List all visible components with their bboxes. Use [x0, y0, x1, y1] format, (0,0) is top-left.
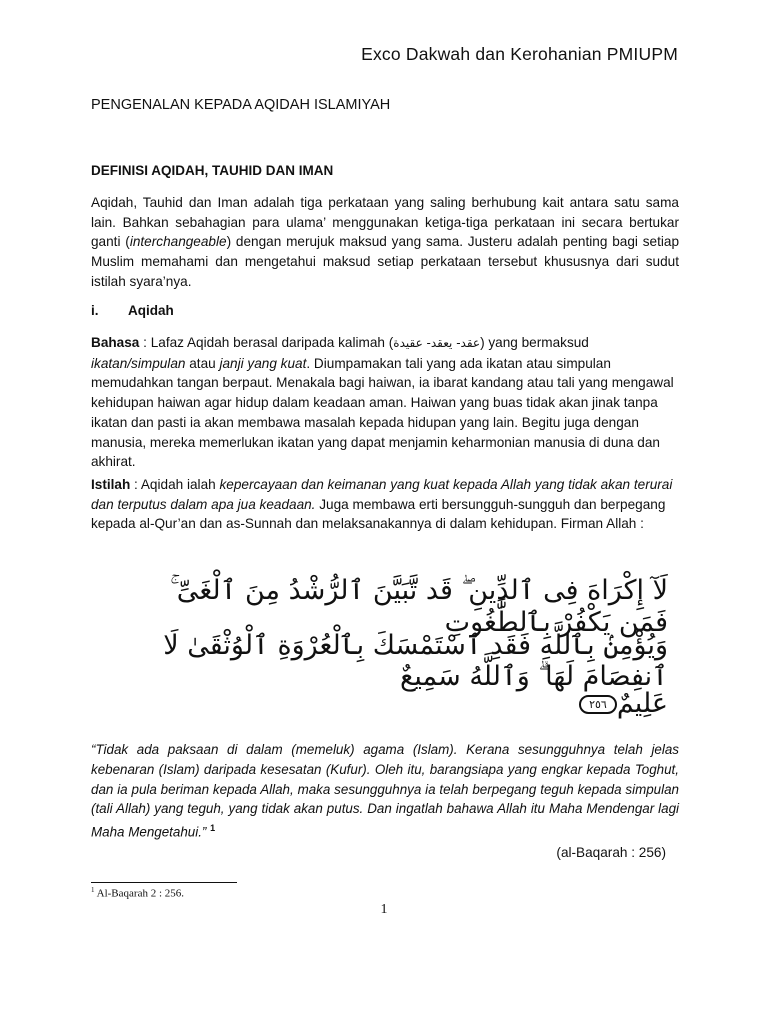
quran-verse-line-1: لَآ إِكْرَاهَ فِى ٱلدِّينِ ۖ قَد تَّبَيَّنَ ٱلرُّشْدُ مِنَ ٱلْغَىِّ ۚ فَمَن يَكْفُرْ بِٱلطَّٰغُوتِ [170, 575, 668, 638]
footnote [91, 886, 184, 900]
footnote-divider [91, 882, 237, 883]
bahasa-paragraph [91, 333, 679, 472]
footnote-marker: 1 [210, 823, 216, 834]
istilah-italic: kepercayaan dan keimanan yang kuat kepada Allah yang tidak akan terurai dan terputus dalam apa jua keadaan. [91, 477, 673, 512]
bahasa-text-a: : Lafaz Aqidah berasal daripada kalimah ( [139, 335, 394, 350]
page-number: 1 [380, 902, 388, 917]
bahasa-label: Bahasa [91, 335, 140, 350]
list-item-number: i. [91, 303, 99, 318]
intro-text-b: ) dengan merujuk maksud yang sama. Justeru adalah penting bagi setiap Muslim memahami dan mengetahui maksud setiap perkataan tersebut khususnya dari sudut istilah syara’nya. [91, 234, 680, 289]
bahasa-italic-2: janji yang kuat [219, 355, 307, 371]
list-item-heading [91, 303, 174, 318]
intro-paragraph [91, 193, 679, 292]
bahasa-italic-1: ikatan/simpulan [91, 355, 186, 371]
quran-verse-line-3 [120, 688, 668, 719]
bahasa-text-d: . Diumpamakan tali yang ada ikatan atau simpulan memudahkan tangan berpaut. Menakala bagi haiwan, ia ibarat kandang atau tali yang mengawal kehidupan haiwan agar hidup dalam keadaan aman. Haiwan yang buas tidak akan jinak tanpa ikatan dan pasti ia akan membawa masalah kepada hidupan yang lain. Begitu juga dengan manusia, mereka memerlukan ikatan yang dapat menjamin keharmonian manusia di duna dan akhirat. [91, 355, 674, 470]
intro-text-a: Aqidah, Tauhid dan Iman adalah tiga perkataan yang saling berhubung kait antara satu sama lain. Bahkan sebahagian para ulama’ menggunakan ketiga-tiga perkataan ini secara bertukar ganti ( [91, 195, 679, 250]
intro-italic: interchangeable [129, 234, 227, 250]
translation-text: “Tidak ada paksaan di dalam (memeluk) agama (Islam). Kerana sesungguhnya telah jelas kebenaran (Islam) daripada kesesatan (Kufur). Oleh itu, barangsiapa yang engkar kepada Toghut, dan ia pula beriman kepada Allah, maka sesungguhnya ia telah berpegang teguh kepada simpulan (tali Allah) yang teguh, yang tidak akan putus. Dan ingatlah bahawa Allah itu Maha Mendengar lagi Maha Mengetahui.” [91, 742, 679, 840]
verse-translation [91, 740, 679, 842]
list-item-label: Aqidah [128, 303, 174, 318]
footnote-number: 1 [91, 886, 95, 894]
ayah-number-badge: ٢٥٦ [579, 695, 617, 714]
quran-verse-line-2: وَيُؤْمِنۢ بِٱللَّهِ فَقَدِ ٱسْتَمْسَكَ بِٱلْعُرْوَةِ ٱلْوُثْقَىٰ لَا ٱنفِصَامَ لَهَا ۗ وَٱللَّهُ سَمِيعٌ [163, 630, 668, 692]
page-header: Exco Dakwah dan Kerohanian PMIUPM [361, 44, 678, 64]
footnote-text: Al-Baqarah 2 : 256. [94, 887, 185, 900]
istilah-text-a: : Aqidah ialah [130, 477, 220, 492]
bahasa-text-b: ) yang bermaksud [480, 335, 589, 350]
section-heading: DEFINISI AQIDAH, TAUHID DAN IMAN [91, 163, 334, 178]
verse-reference: (al-Baqarah : 256) [556, 845, 666, 860]
bahasa-arabic-term: عقد- يعقد- عقيدة [393, 336, 481, 350]
document-title: PENGENALAN KEPADA AQIDAH ISLAMIYAH [91, 97, 391, 113]
bahasa-text-c: atau [185, 355, 220, 371]
quran-verse-end-word: عَلِيمٌ [616, 688, 668, 719]
istilah-text-b: Juga membawa erti bersungguh-sungguh dan berpegang kepada al-Qur’an dan as-Sunnah dan melaksanakannya di dalam kehidupan. Firman Allah : [91, 496, 666, 532]
istilah-label: Istilah [91, 477, 131, 492]
istilah-paragraph [91, 475, 679, 534]
